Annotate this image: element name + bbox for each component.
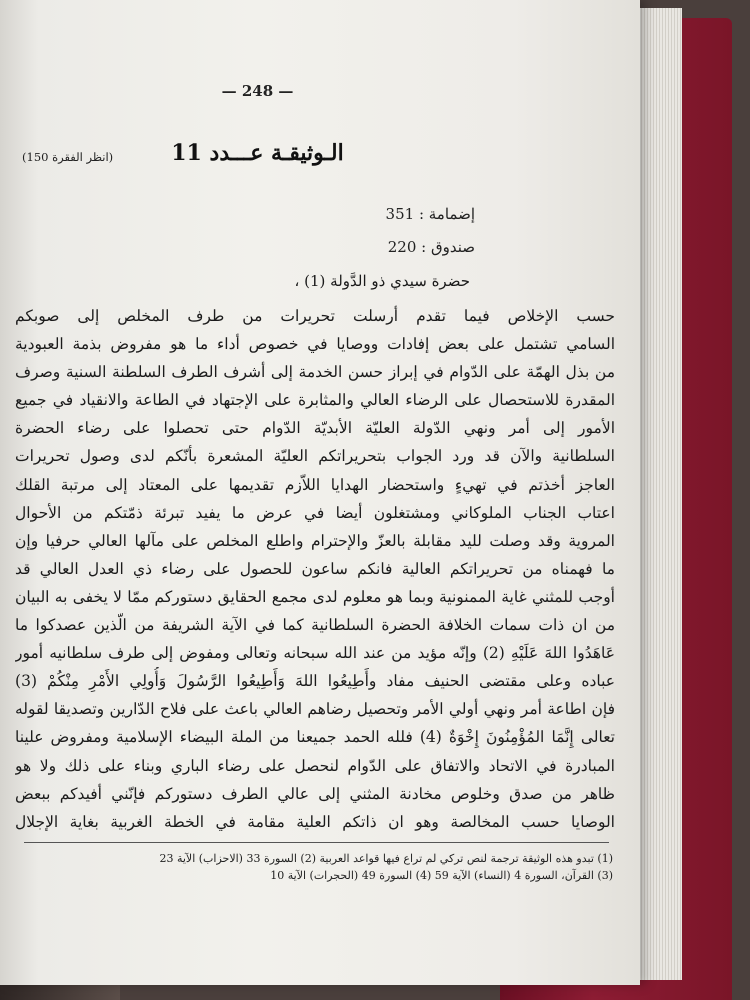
body-line: عَاهَدُوا اللهَ عَلَيْهِ (2) وإنّه مؤيد من عند الله سبحانه وتعالى ومفوض إلى طرف سلطانيه أمور (15, 644, 615, 663)
body-line: أوجب للمثني غاية الممنونية وبما هو معلوم لدى مجمع الحقايق دستوركم ممّا لا يخفى به البيان (15, 587, 615, 606)
footnote-line: (3) القرآن، السورة 4 (النساء) الآية 59 (4) السورة 49 (الحجرات) الآية 10 (270, 869, 613, 882)
box-number: صندوق : 220 (387, 238, 475, 256)
reference-note: (انظر الفقرة 150) (22, 150, 114, 164)
body-line: اعتاب الجناب الملوكاني ومشتغلون أيضا في عرض ما يفيد تبرئة ذمّتكم من الأحوال (15, 503, 615, 522)
body-line: الوصايا حسب المخالصة وهو ان ذاتكم العلية مقامة في الخطة الغربية بغاية الإجلال (15, 812, 615, 831)
footnote-line: (1) تبدو هذه الوثيقة ترجمة لنص تركي لم تراع فيها قواعد العربية (2) السورة 33 (الاحزاب) الآية 23 (159, 852, 613, 865)
salutation: حضرة سيدي ذو الدَّولة (1) ، (294, 272, 470, 290)
body-line: السلطانية والآن قد ورد الجواب بتحريراتكم العليّة المشعرة بأنّكم لدى وصول تحريرات (15, 447, 615, 466)
body-line: المروية وقد وصلت لليد مقابلة بالعزّ والإحترام واطلع المخلص على مآلها العالي حرفيا وإن (15, 531, 615, 550)
body-line: ما فهمناه من تحريراتكم العالية فانكم ساعون للحصول على رضاء ذي العدل العالي قد (15, 559, 615, 578)
body-line: ظاهر من صدق وخلوص مخادنة المثني إلى عالي الطرف دستوركم فإنّني أفيدكم ببعض (15, 784, 615, 803)
page-number: — 248 — (221, 82, 294, 100)
body-line: الأمور إلى أمر ونهي الدّولة العليّة الأبديّة الدّوام حتى تحصلوا على رضاء الحضرة (15, 419, 615, 438)
body-text (15, 302, 615, 836)
body-line: المقدرة للاستحصال على الرضاء العالي والمثابرة على الإجتهاد في الطاعة والانقياد في جميع (15, 391, 615, 410)
document-title: الـوثيقـة عـــدد 11 (171, 140, 344, 166)
footnote-divider (24, 842, 609, 843)
footnotes (18, 850, 613, 884)
body-line: حسب الإخلاص فيما تقدم أرسلت تحريرات من طرف المخلص إلى صوبكم (15, 307, 615, 325)
body-line: فإن اطاعة أمر ونهي أولي الأمر وتحصيل رضاهم العالي باعث على فلاح الدّارين وتصديقا لقوله (15, 700, 615, 719)
body-line: السامي تشتمل على بعض إفادات ووصايا في خصوص أداء ما هو مفروض بذمة العبودية (15, 335, 615, 354)
portfolio-number: إضمامة : 351 (385, 205, 475, 223)
body-line: من ان ذات سمات الخلافة الحضرة السلطانية كما في الآية الشريفة من الّذين عصدكوا ما (15, 616, 615, 635)
body-line: من بذل الهمّة على الدّوام في إبراز حسن الخدمة إلى أشرف الطرف السلطنة السنية وصرف (15, 363, 615, 382)
body-line: المبادرة في الاتحاد والاتفاق على الدّوام لنحصل على رضاء الباري وبناء على ذلك ولا هو (15, 756, 615, 775)
body-line: عباده وعلى مقتضى الحنيف مفاد وأَطِيعُوا اللهَ وَأَطِيعُوا الرَّسُولَ وَأُولِي الأَمْرِ مِنْكُمْ (3) (15, 672, 615, 691)
body-line: العاجز أخذتم في تهيءٍ واستحضار الهدايا اللاّزم تقديمها على المعتاد إلى مرتبة القلك (15, 475, 615, 494)
body-line: تعالى إِنَّمَا المُؤْمِنُونَ إِخْوَةٌ (4) فلله الحمد جميعنا من الملة البيضاء الإسلامية ومفروض علينا (15, 728, 615, 747)
